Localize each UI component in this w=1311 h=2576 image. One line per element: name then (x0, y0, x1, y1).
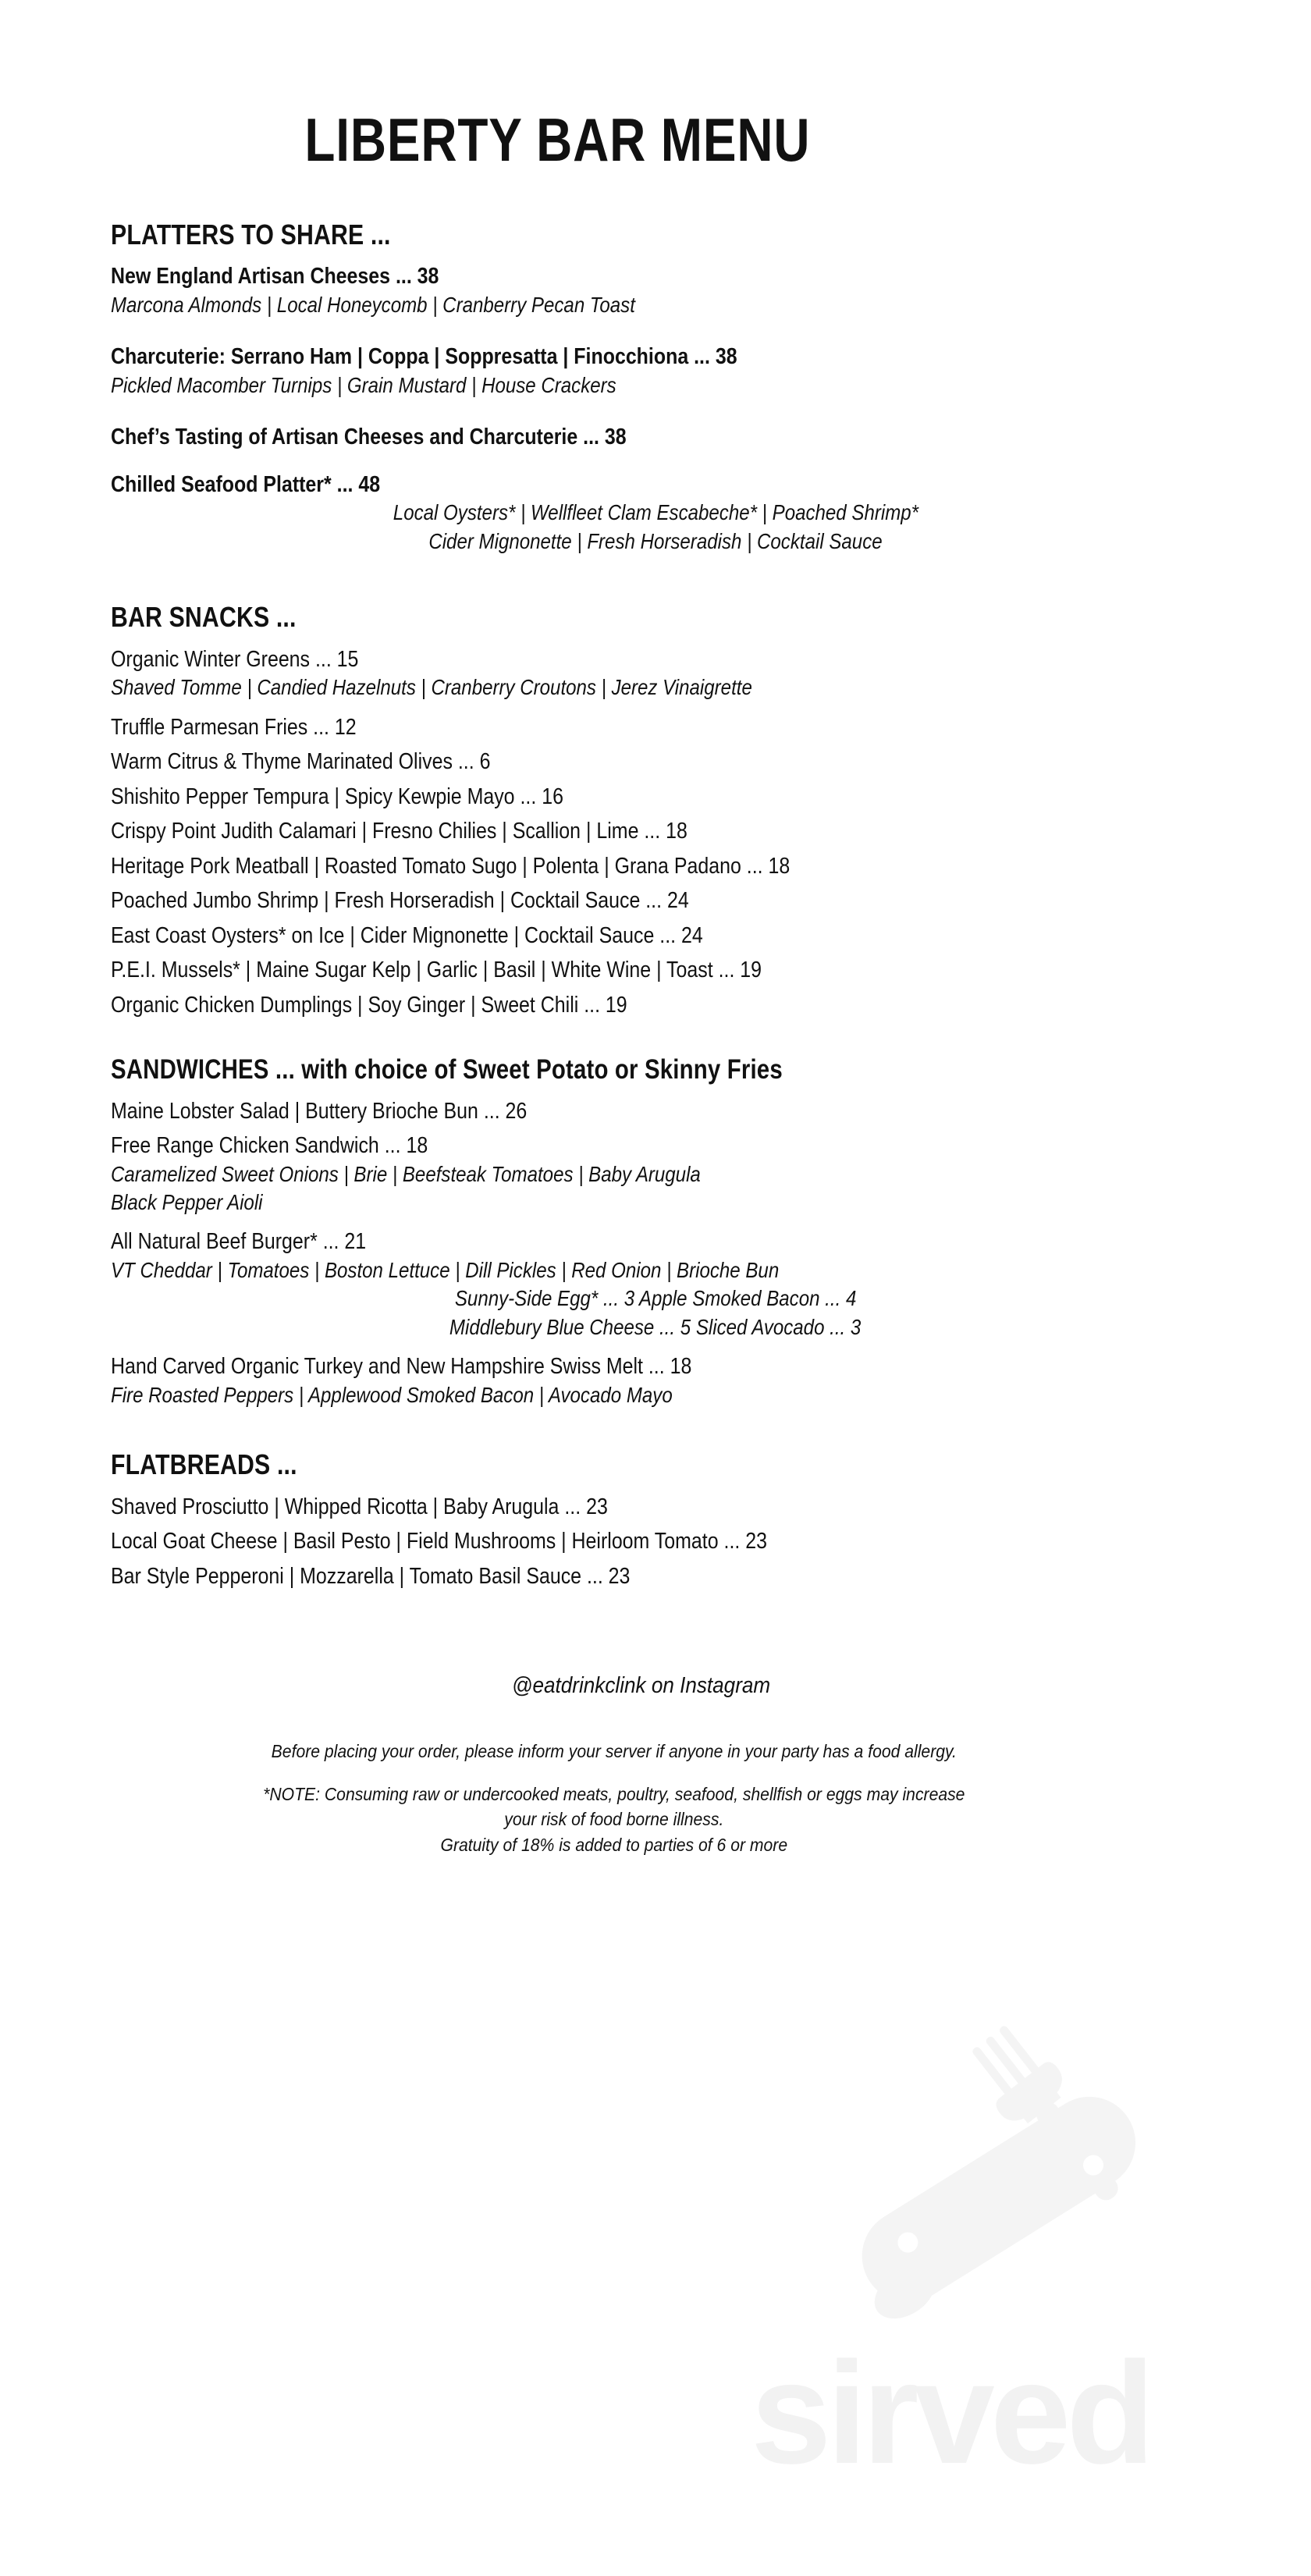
menu-item-name: Chilled Seafood Platter* ... 48 (111, 471, 381, 497)
menu-item-name: Hand Carved Organic Turkey and New Hampshire Swiss Melt ... 18 (111, 1354, 692, 1380)
menu-item-name: Bar Style Pepperoni | Mozzarella | Tomato Basil Sauce ... 23 (111, 1563, 631, 1589)
menu-item (111, 922, 1200, 950)
menu-item-name: Truffle Parmesan Fries ... 12 (111, 714, 357, 740)
menu-item-name: All Natural Beef Burger* ... 21 (111, 1229, 367, 1255)
menu-section (111, 1448, 1200, 1620)
menu-item (111, 1228, 1200, 1341)
menu-item-name: Free Range Chicken Sandwich ... 18 (111, 1133, 428, 1159)
menu-item-name: Chef’s Tasting of Artisan Cheeses and Charcuterie ... 38 (111, 425, 627, 450)
spacer (111, 458, 1200, 471)
menu-item (111, 956, 1200, 985)
menu-section (111, 601, 1200, 1049)
menu-item (111, 1132, 1200, 1217)
spacer (111, 330, 1200, 343)
menu-item-name: Poached Jumbo Shrimp | Fresh Horseradish | Cocktail Sauce ... 24 (111, 888, 689, 914)
menu-item-name: Charcuterie: Serrano Ham | Coppa | Soppresatta | Finocchiona ... 38 (111, 344, 737, 370)
menu-item (111, 1562, 1200, 1591)
menu-item (111, 991, 1200, 1020)
menu-item (111, 1527, 1200, 1556)
section-heading: SANDWICHES ... with choice of Sweet Potato or Skinny Fries (111, 1054, 783, 1085)
menu-item (111, 262, 1200, 319)
menu-footer (111, 1672, 1200, 1857)
raw-food-note-line2: your risk of food borne illness. (504, 1809, 724, 1830)
menu-item-description-row (111, 528, 1200, 556)
menu-item-description: Caramelized Sweet Onions | Brie | Beefsteak Tomatoes | Baby Arugula (111, 1161, 701, 1186)
spacer (111, 410, 1200, 423)
menu-item (111, 852, 1200, 881)
menu-item (111, 343, 1200, 400)
section-heading: PLATTERS TO SHARE ... (111, 219, 391, 250)
menu-sections (111, 219, 1200, 1620)
menu-content (111, 0, 1200, 1857)
menu-item-name: Heritage Pork Meatball | Roasted Tomato Sugo | Polenta | Grana Padano ... 18 (111, 853, 791, 879)
menu-item-name: Local Goat Cheese | Basil Pesto | Field Mushrooms | Heirloom Tomato ... 23 (111, 1529, 767, 1554)
raw-food-note-line1: *NOTE: Consuming raw or undercooked meats, poultry, seafood, shellfish or eggs may increase (263, 1783, 965, 1804)
menu-item-description: Local Oysters* | Wellfleet Clam Escabeche* | Poached Shrimp* (393, 500, 918, 525)
menu-item-description: Black Pepper Aioli (111, 1190, 263, 1215)
menu-item-name: Shaved Prosciutto | Whipped Ricotta | Baby Arugula ... 23 (111, 1494, 608, 1519)
menu-item-name: Shishito Pepper Tempura | Spicy Kewpie Mayo ... 16 (111, 783, 563, 809)
menu-item-name: Organic Winter Greens ... 15 (111, 646, 359, 672)
spacer (111, 1597, 1200, 1620)
menu-item-description: Sunny-Side Egg* ... 3 Apple Smoked Bacon ... 4 (454, 1286, 857, 1311)
menu-item-description-row (111, 499, 1200, 527)
menu-item (111, 713, 1200, 742)
menu-item (111, 423, 1200, 452)
menu-item-name: Crispy Point Judith Calamari | Fresno Chilies | Scallion | Lime ... 18 (111, 819, 687, 844)
page-title: LIBERTY BAR MENU (304, 105, 811, 174)
menu-item (111, 471, 1200, 556)
menu-item-name: New England Artisan Cheeses ... 38 (111, 264, 439, 290)
menu-item-description: Marcona Almonds | Local Honeycomb | Cranberry Pecan Toast (111, 293, 635, 317)
menu-item-description: VT Cheddar | Tomatoes | Boston Lettuce | Dill Pickles | Red Onion | Brioche Bun (111, 1258, 780, 1282)
menu-item-name: Warm Citrus & Thyme Marinated Olives ... 6 (111, 749, 491, 775)
section-heading: FLATBREADS ... (111, 1448, 297, 1481)
menu-item (111, 886, 1200, 915)
menu-item (111, 817, 1200, 846)
allergy-note: Before placing your order, please inform your server if anyone in your party has a food allergy. (271, 1740, 957, 1761)
spacer (111, 1420, 1200, 1444)
menu-item-description: Shaved Tomme | Candied Hazelnuts | Cranberry Croutons | Jerez Vinaigrette (111, 675, 752, 700)
fork-and-pocketknife-icon (829, 2023, 1164, 2335)
menu-item (111, 783, 1200, 812)
menu-item-name: Maine Lobster Salad | Buttery Brioche Bun ... 26 (111, 1098, 528, 1124)
menu-section (111, 219, 1200, 596)
menu-item (111, 1352, 1200, 1409)
menu-item (111, 748, 1200, 776)
section-heading: BAR SNACKS ... (111, 601, 297, 634)
menu-item-description: Middlebury Blue Cheese ... 5 Sliced Avocado ... 3 (449, 1314, 862, 1339)
menu-item-description-row (111, 1284, 1200, 1313)
menu-item-description: Pickled Macomber Turnips | Grain Mustard | House Crackers (111, 372, 616, 397)
menu-item-description: Fire Roasted Peppers | Applewood Smoked Bacon | Avocado Mayo (111, 1382, 673, 1407)
menu-item (111, 1097, 1200, 1126)
menu-item-name: Organic Chicken Dumplings | Soy Ginger | Sweet Chili ... 19 (111, 992, 627, 1018)
raw-food-note (137, 1782, 1092, 1858)
menu-item (111, 645, 1200, 702)
menu-item-description: Cider Mignonette | Fresh Horseradish | Cocktail Sauce (428, 528, 883, 553)
menu-item (111, 1493, 1200, 1522)
spacer (111, 1025, 1200, 1049)
menu-item-description-row (111, 1313, 1200, 1341)
instagram-handle: @eatdrinkclink on Instagram (512, 1673, 771, 1699)
watermark-wordmark: sirved (751, 2333, 1151, 2494)
menu-section (111, 1053, 1200, 1444)
gratuity-note: Gratuity of 18% is added to parties of 6 or more (440, 1834, 788, 1855)
menu-item-name: East Coast Oysters* on Ice | Cider Mignonette | Cocktail Sauce ... 24 (111, 922, 703, 948)
spacer (111, 562, 1200, 596)
menu-item-name: P.E.I. Mussels* | Maine Sugar Kelp | Garlic | Basil | White Wine | Toast ... 19 (111, 958, 762, 983)
